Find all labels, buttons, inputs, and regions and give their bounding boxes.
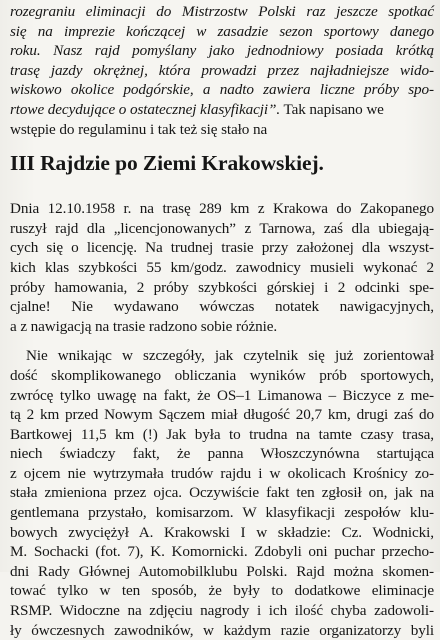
- paragraph-line: Nie wnikając w szczegóły, jak czytelnik się już zorientował: [26, 347, 434, 365]
- paragraph-line: M. Sochacki (fot. 7), K. Komornicki. Zdobyli oni puchar przecho-: [10, 543, 434, 561]
- paragraph-line: kich klas szybkości 55 km/godz. zawodnicy musieli wykonać 2: [10, 258, 434, 276]
- paragraph-line: stała zmieniona przez ojca. Oczywiście fakt ten zgłosił on, jak na: [10, 484, 434, 502]
- paragraph-line: gentlemana przystało, komisarzom. W klasyfikacji zespołów klu-: [10, 504, 434, 522]
- paragraph-line: zwrócę tylko uwagę na fakt, że OS–1 Limanowa – Biczyce z me-: [10, 386, 434, 404]
- quote-attribution-line: wstępie do regulaminu i tak też się stało na: [10, 120, 268, 138]
- paragraph-line: bowych zwyciężył A. Krakowski I w składzie: Cz. Wodnicki,: [10, 523, 434, 541]
- quote-line: roku. Nasz rajd pomyślany jako jednodniowy posiada krótką: [10, 42, 434, 60]
- paragraph-line: Dnia 12.10.1958 r. na trasę 289 km z Krakowa do Zakopanego: [10, 200, 434, 218]
- paragraph-line: tą 2 km przed Nowym Sączem miał długość 20,7 km, drugi zaś do: [10, 406, 434, 424]
- paragraph-line: RSMP. Widoczne na zdjęciu nagrody i ich ilość chyba zadowoli-: [10, 602, 434, 620]
- paragraph-line: cych się o licencję. Na trudnej trasie przy założonej dla wszyst-: [10, 239, 434, 257]
- quote-end-text: rtowe decydujące o ostatecznej klasyfikacji”.: [10, 100, 281, 118]
- quote-line: wiskowo okolice podgórskie, a nadto zawiera liczne próby spo-: [10, 81, 434, 99]
- quote-end-line: [10, 100, 434, 120]
- quote-line: trasę jazdy okrężnej, która prowadzi przez najładniejsze wido-: [10, 61, 434, 79]
- quote-attribution-start: Tak napisano we: [280, 100, 384, 118]
- paragraph-gap: [10, 336, 434, 346]
- paragraph-line: ły ówczesnych zawodników, w każdym razie organizatorzy byli: [10, 621, 434, 639]
- paragraph-line: cjalne! Nie wydawano wówczas notatek nawigacyjnych,: [10, 298, 434, 316]
- quote-line: się na imprezie kończącej w zasadzie sezon sportowy danego: [10, 22, 434, 40]
- paragraph-line: niech świadczy fakt, że panna Włoszczynówna startująca: [10, 445, 434, 463]
- section-heading: III Rajdzie po Ziemi Krakowskiej.: [10, 151, 324, 176]
- paragraph-line: dni Rady Głównej Automobilklubu Polski. Rajd można skomen-: [10, 562, 434, 580]
- paragraph-line: próby hamowania, 2 próby szybkości górskiej i 2 odcinki spe-: [10, 278, 434, 296]
- paragraph-line: ruszył rajd dla „licencjonowanych” z Tarnowa, zaś dla ubiegają-: [10, 219, 434, 237]
- page-text: [10, 2, 434, 640]
- paragraph-line: Bartkowej 11,5 km (!) Jak była to trudna na tamte czasy trasa,: [10, 425, 434, 443]
- paragraph-line: dość skomplikowanego obliczania wyników prób sportowych,: [10, 366, 434, 384]
- paragraph-line: z ojcem nie wytrzymała trudów rajdu i w okolicach Krośnicy zo-: [10, 464, 434, 482]
- quote-line: rozegraniu eliminacji do Mistrzostw Polski raz jeszcze spotkać: [10, 3, 434, 20]
- paragraph-line: a z nawigacją na trasie radzono sobie różnie.: [10, 317, 278, 335]
- paragraph-line: tować tylko w ten sposób, że były to dodatkowe eliminacje: [10, 582, 434, 600]
